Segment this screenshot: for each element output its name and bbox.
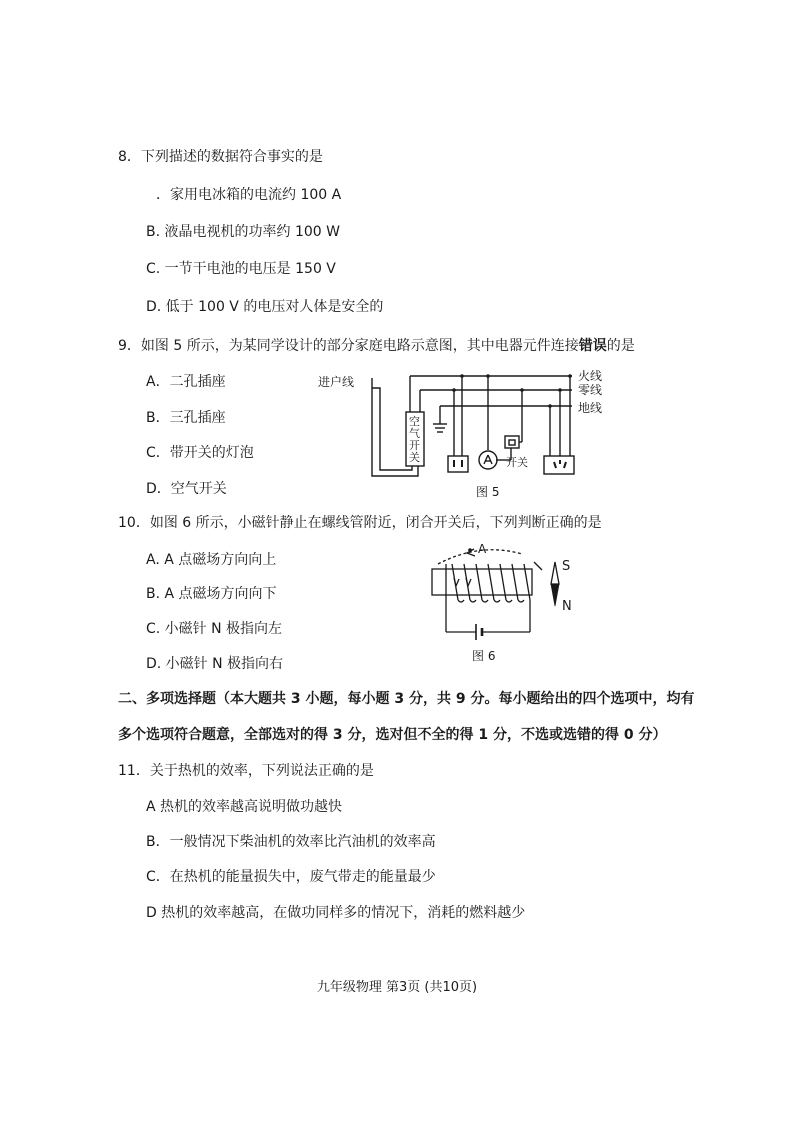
question-10-option-a: A. A 点磁场方向向上 (146, 552, 277, 568)
question-11-option-a: A 热机的效率越高说明做功越快 (146, 799, 343, 815)
question-9-stem-emphasis: 错误 (578, 338, 607, 354)
question-9-option-b: B．三孔插座 (146, 410, 226, 426)
figure-6-caption: 图 6 (472, 649, 496, 663)
question-11-option-b: B．一般情况下柴油机的效率比汽油机的效率高 (146, 834, 436, 850)
question-10-stem: 10．如图 6 所示，小磁针静止在螺线管附近，闭合开关后，下列判断正确的是 (118, 515, 602, 531)
figure-5-breaker-char-1: 空 (409, 415, 420, 428)
figure-5-neutral-label: 零线 (578, 383, 603, 397)
figure-5-inlet-label: 进户线 (318, 375, 355, 389)
question-8-option-a: ．家用电冰箱的电流约 100 A (156, 187, 342, 203)
question-8-option-c: C. 一节干电池的电压是 150 V (146, 261, 336, 277)
page-footer: 九年级物理 第3页 (共10页) (316, 980, 478, 995)
figure-5-breaker-char-2: 气 (409, 427, 420, 440)
figure-6-point-a-label: A (478, 542, 487, 556)
figure-5-caption: 图 5 (476, 485, 500, 499)
figure-6-solenoid-diagram (424, 540, 594, 666)
question-11-option-d: D 热机的效率越高，在做功同样多的情况下，消耗的燃料越少 (146, 905, 526, 921)
figure-5-breaker-char-3: 开 (409, 439, 420, 452)
question-9-stem-prefix: 9．如图 5 所示，为某同学设计的部分家庭电路示意图，其中电器元件连接 (118, 338, 579, 354)
question-10-option-d: D. 小磁针 N 极指向右 (146, 656, 284, 672)
figure-5-switch-label: 开关 (506, 456, 528, 469)
question-8-stem: 8．下列描述的数据符合事实的是 (118, 149, 323, 165)
section-2-heading-line-1: 二、多项选择题（本大题共 3 小题，每小题 3 分，共 9 分。每小题给出的四个选项中，均有 (118, 691, 695, 707)
question-11-stem: 11．关于热机的效率，下列说法正确的是 (118, 763, 374, 779)
figure-5-circuit-diagram (310, 366, 640, 502)
question-8-option-b: B. 液晶电视机的功率约 100 W (146, 224, 340, 240)
question-9-option-c: C．带开关的灯泡 (146, 445, 254, 461)
question-9-stem (118, 336, 635, 356)
question-9-option-d: D．空气开关 (146, 481, 227, 497)
question-10-option-c: C. 小磁针 N 极指向左 (146, 621, 283, 637)
question-8-option-d: D. 低于 100 V 的电压对人体是安全的 (146, 299, 384, 315)
section-2-heading-line-2: 多个选项符合题意，全部选对的得 3 分，选对但不全的得 1 分，不选或选错的得 0 分） (118, 727, 667, 743)
question-9-stem-suffix: 的是 (606, 338, 635, 354)
figure-5-breaker-char-4: 关 (409, 451, 420, 464)
question-11-option-c: C．在热机的能量损失中，废气带走的能量最少 (146, 869, 436, 885)
figure-6-n-pole-label: N (562, 599, 572, 614)
question-9-option-a: A．二孔插座 (146, 374, 226, 390)
question-10-option-b: B. A 点磁场方向向下 (146, 586, 277, 602)
figure-5-ground-label: 地线 (578, 401, 603, 415)
figure-6-s-pole-label: S (562, 559, 571, 574)
figure-5-live-label: 火线 (578, 369, 603, 383)
